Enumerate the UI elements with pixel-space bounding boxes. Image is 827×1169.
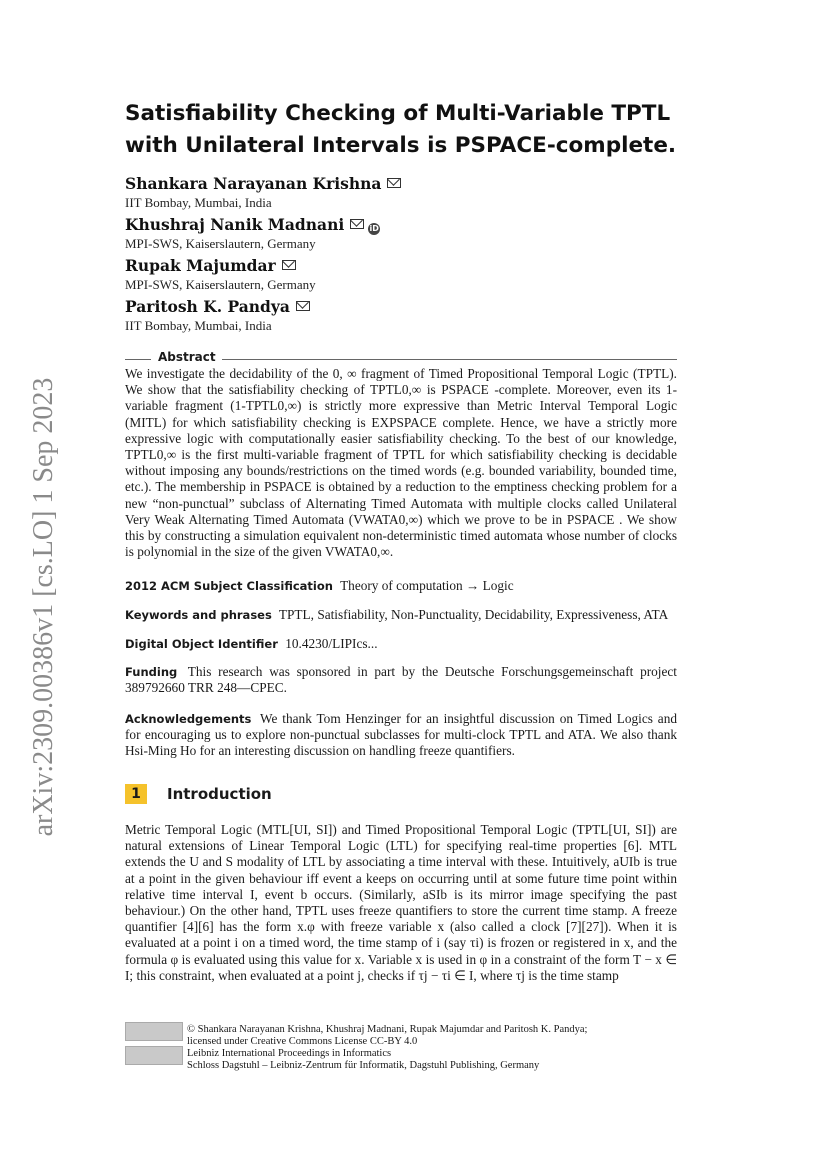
license-line: licensed under Creative Commons License CC-BY 4.0 xyxy=(187,1036,418,1047)
acm-value: Theory of computation → Logic xyxy=(340,578,514,593)
author-affiliation: IIT Bombay, Mumbai, India xyxy=(125,318,272,333)
author-affiliation: MPI-SWS, Kaiserslautern, Germany xyxy=(125,236,316,251)
doi-value[interactable]: 10.4230/LIPIcs... xyxy=(285,636,378,651)
divider xyxy=(125,359,151,360)
abstract-label: Abstract xyxy=(158,350,216,364)
doi xyxy=(125,636,677,652)
series-line: Leibniz International Proceedings in Informatics xyxy=(187,1048,392,1059)
ack-label: Acknowledgements xyxy=(125,712,252,726)
author-name: Khushraj Nanik Madnani iD xyxy=(125,215,379,234)
mail-icon[interactable] xyxy=(296,301,310,311)
cc-license-logo xyxy=(125,1022,183,1041)
doi-label: Digital Object Identifier xyxy=(125,637,278,651)
funding xyxy=(125,664,677,696)
keywords-label: Keywords and phrases xyxy=(125,608,272,622)
mail-icon[interactable] xyxy=(282,260,296,270)
divider xyxy=(222,359,677,360)
ack-value: We thank Tom Henzinger for an insightful discussion on Timed Logics and for encouraging us to explore non-punctual subclasses for multi-clock TPTL and ATA. We also thank Hsi-Ming Ho for an interesting discussion on handling freeze quantifiers. xyxy=(125,711,677,759)
mail-icon[interactable] xyxy=(387,178,401,188)
author-affiliation: IIT Bombay, Mumbai, India xyxy=(125,195,272,210)
section-title: Introduction xyxy=(167,785,272,803)
author-name: Shankara Narayanan Krishna xyxy=(125,174,401,193)
acm-classification xyxy=(125,578,677,594)
acm-label: 2012 ACM Subject Classification xyxy=(125,579,333,593)
publisher-line: Schloss Dagstuhl – Leibniz-Zentrum für Informatik, Dagstuhl Publishing, Germany xyxy=(187,1060,540,1071)
author-affiliation: MPI-SWS, Kaiserslautern, Germany xyxy=(125,277,316,292)
keywords-value: TPTL, Satisfiability, Non-Punctuality, Decidability, Expressiveness, ATA xyxy=(278,607,669,622)
abstract-text: We investigate the decidability of the 0, ∞ fragment of Timed Propositional Temporal Logic (TPTL). We show that the satisfiability checking of TPTL0,∞ is PSPACE -complete. Moreover, even its 1-variable fragment (1-TPTL0,∞) is strictly more expressive than Metric Interval Temporal Logic (MITL) for which satisfiability checking is EXPSPACE complete. Hence, we have a strictly more expressive logic with computationally easier satisfiability checking. To the best of our knowledge, TPTL0,∞ is the first multi-variable fragment of TPTL for which satisfiability checking is decidable without imposing any bounds/restrictions on the timed words (e.g. bounded variability, bounded time, etc.). The membership in PSPACE is obtained by a reduction to the emptiness checking problem for a new “non-punctual” subclass of Alternating Timed Automata with multiple clocks called Unilateral Very Weak Alternating Timed Automata (VWATA0,∞) which we prove to be in PSPACE . We show this by constructing a simulation equivalent non-deterministic timed automata whose number of clocks is polynomial in the size of the given VWATA0,∞. xyxy=(125,366,677,560)
keywords xyxy=(125,607,677,623)
abstract-heading xyxy=(125,350,677,365)
mail-icon[interactable] xyxy=(350,219,364,229)
arxiv-side-label: arXiv:2309.00386v1 [cs.LO] 1 Sep 2023 xyxy=(28,377,59,837)
orcid-icon[interactable]: iD xyxy=(369,224,379,233)
acknowledgements xyxy=(125,711,677,760)
author-name: Rupak Majumdar xyxy=(125,256,296,275)
section-number: 1 xyxy=(125,784,147,804)
funding-label: Funding xyxy=(125,665,178,679)
intro-paragraph: Metric Temporal Logic (MTL[UI, SI]) and Timed Propositional Temporal Logic (TPTL[UI, SI]) are natural extensions of Linear Temporal Logic (LTL) for specifying real-time properties [6]. MTL extends the U and S modality of LTL by associating a time interval with these. Intuitively, aUIb is true at a point in the given behaviour iff event a keeps on occurring until at some future time point within relative time interval I, event b occurs. (Similarly, aSIb is its mirror image specifying the past behaviour.) On the other hand, TPTL uses freeze quantifiers to store the current time stamp. A freeze quantifier [4][6] has the form x.φ with freeze variable x (also called a clock [7][27]). When it is evaluated at a point i on a timed word, the time stamp of i (say τi) is frozen or registered in x, and the formula φ is evaluated using this value for x. Variable x is used in φ in a constraint of the form T − x ∈ I; this constraint, when evaluated at a point j, checks if τj − τi ∈ I, where τj is the time stamp xyxy=(125,822,677,983)
lipics-logo xyxy=(125,1046,183,1065)
license-line: © Shankara Narayanan Krishna, Khushraj Madnani, Rupak Majumdar and Paritosh K. Pandya; xyxy=(187,1024,588,1035)
author-name: Paritosh K. Pandya xyxy=(125,297,310,316)
funding-value: This research was sponsored in part by the Deutsche Forschungsgemeinschaft project 389792660 TRR 248—CPEC. xyxy=(125,664,677,696)
paper-title: Satisfiability Checking of Multi-Variable TPTL with Unilateral Intervals is PSPACE-complete. xyxy=(125,101,677,158)
